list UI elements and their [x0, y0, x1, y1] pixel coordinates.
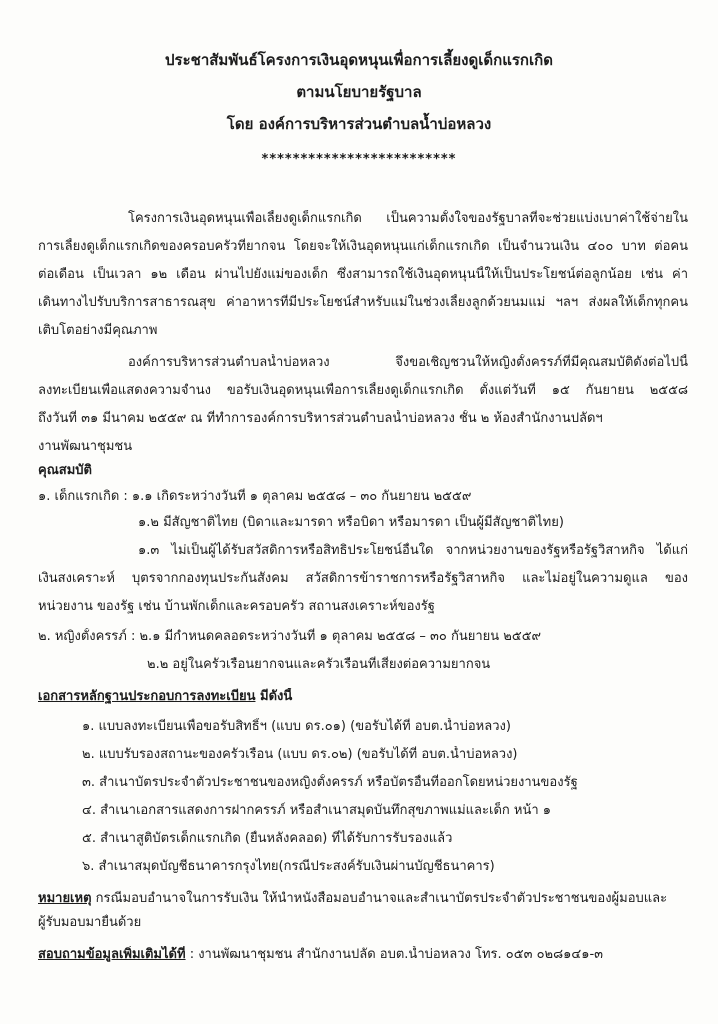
- qualification-line: เงินสงเคราะห์ บุตรจากกองทุนประกันสังคม สวัสดิการข้าราชการหรือรัฐวิสาหกิจ และไม่อยู่ในความดูแล ของ: [38, 571, 688, 586]
- note-label: หมายเหตุ: [38, 891, 92, 906]
- note-line-2: ผู้รับมอบมายื่นด้วย: [38, 915, 142, 930]
- document-item: ๒. แบบรับรองสถานะของครัวเรือน (แบบ ดร.๐๒) (ขอรับได้ที่ อบต.น้ำบ่อหลวง): [82, 747, 518, 762]
- contact-label: สอบถามข้อมูลเพิ่มเติมได้ที่: [38, 947, 186, 962]
- documents-heading: [38, 688, 688, 706]
- intro-line: ต่อเดือน เป็นเวลา ๑๒ เดือน ผ่านไปยังแม่ของเด็ก ซึ่งสามารถใช้เงินอุดหนุนนี้ให้เป็นประโยชน์ต่อลูกน้อย เช่น ค่า: [38, 267, 688, 282]
- document-subtitle: ตามนโยบายรัฐบาล: [296, 83, 422, 101]
- invite-line: ลงทะเบียนเพื่อแสดงความจำนง ขอรับเงินอุดหนุนเพื่อการเลี้ยงดูเด็กแรกเกิด ตั้งแต่วันที่ ๑๕ กันยายน ๒๕๕๘: [38, 383, 688, 398]
- note-line: [38, 890, 688, 908]
- issuing-organization: โดย องค์การบริหารส่วนตำบลน้ำบ่อหลวง: [226, 115, 492, 133]
- document-title: ประชาสัมพันธ์โครงการเงินอุดหนุนเพื่อการเลี้ยงดูเด็กแรกเกิด: [165, 51, 553, 69]
- intro-line: โครงการเงินอุดหนุนเพื่อเลี้ยงดูเด็กแรกเกิด เป็นความตั้งใจของรัฐบาลที่จะช่วยแบ่งเบาค่าใช้จ่ายใน: [128, 211, 688, 226]
- intro-line: เติบโตอย่างมีคุณภาพ: [38, 323, 158, 338]
- qualification-line: ๑.๒ มีสัญชาติไทย (บิดาและมารดา หรือบิดา หรือมารดา เป็นผู้มีสัญชาติไทย): [138, 515, 564, 530]
- document-item: ๖. สำเนาสมุดบัญชีธนาคารกรุงไทย(กรณีประสงค์รับเงินผ่านบัญชีธนาคาร): [82, 859, 495, 874]
- contact-line: [38, 946, 688, 964]
- qualifications-heading: คุณสมบัติ: [38, 463, 92, 478]
- star-divider: *************************: [261, 152, 457, 167]
- intro-line: การเลี้ยงดูเด็กแรกเกิดของครอบครัวที่ยากจน โดยจะให้เงินอุดหนุนแก่เด็กแรกเกิด เป็นจำนวนเงิน ๔๐๐ บาท ต่อคน: [38, 239, 688, 254]
- document-item: ๓. สำเนาบัตรประจำตัวประชาชนของหญิงตั้งครรภ์ หรือบัตรอื่นที่ออกโดยหน่วยงานของรัฐ: [82, 775, 578, 790]
- intro-line: เดินทางไปรับบริการสาธารณสุข ค่าอาหารที่มีประโยชน์สำหรับแม่ในช่วงเลี้ยงลูกด้วยนมแม่ ฯลฯ ส่งผลให้เด็กทุกคน: [38, 295, 688, 310]
- qualification-line: ๑.๓ ไม่เป็นผู้ได้รับสวัสดิการหรือสิทธิประโยชน์อื่นใด จากหน่วยงานของรัฐหรือรัฐวิสาหกิจ ได้แก่: [138, 543, 688, 558]
- qualification-line: ๒. หญิงตั้งครรภ์ : ๒.๑ มีกำหนดคลอดระหว่างวันที่ ๑ ตุลาคม ๒๕๕๘ – ๓๐ กันยายน ๒๕๕๙: [38, 629, 542, 644]
- document-item: ๕. สำเนาสูติบัตรเด็กแรกเกิด (ยื่นหลังคลอด) ที่ได้รับการรับรองแล้ว: [82, 831, 453, 846]
- qualification-line: ๑. เด็กแรกเกิด : ๑.๑ เกิดระหว่างวันที่ ๑ ตุลาคม ๒๕๕๘ – ๓๐ กันยายน ๒๕๕๙: [38, 489, 472, 504]
- note-text: กรณีมอบอำนาจในการรับเงิน ให้นำหนังสือมอบอำนาจและสำเนาบัตรประจำตัวประชาชนของผู้มอบและ: [91, 891, 668, 906]
- invite-line: งานพัฒนาชุมชน: [38, 439, 133, 454]
- qualification-line: ๒.๒ อยู่ในครัวเรือนยากจนและครัวเรือนที่เสี่ยงต่อความยากจน: [147, 657, 491, 672]
- contact-text: : งานพัฒนาชุมชน สำนักงานปลัด อบต.น้ำบ่อหลวง โทร. ๐๕๓ ๐๒๘๑๔๑-๓: [185, 947, 604, 962]
- documents-heading-label: เอกสารหลักฐานประกอบการลงทะเบียน: [38, 689, 256, 704]
- documents-heading-suffix: มีดังนี้: [255, 689, 293, 704]
- document-item: ๔. สำเนาเอกสารแสดงการฝากครรภ์ หรือสำเนาสมุดบันทึกสุขภาพแม่และเด็ก หน้า ๑: [82, 803, 552, 818]
- qualification-line: หน่วยงาน ของรัฐ เช่น บ้านพักเด็กและครอบครัว สถานสงเคราะห์ของรัฐ: [38, 599, 435, 614]
- invite-line: องค์การบริหารส่วนตำบลน้ำบ่อหลวง จึงขอเชิญชวนให้หญิงตั้งครรภ์ที่มีคุณสมบัติดังต่อไปนี้: [128, 355, 688, 370]
- document-item: ๑. แบบลงทะเบียนเพื่อขอรับสิทธิ์ฯ (แบบ ดร.๐๑) (ขอรับได้ที่ อบต.น้ำบ่อหลวง): [82, 719, 511, 734]
- invite-line: ถึงวันที่ ๓๑ มีนาคม ๒๕๕๙ ณ ที่ทำการองค์การบริหารส่วนตำบลน้ำบ่อหลวง ชั้น ๒ ห้องสำนักงานปลัดฯ: [38, 411, 603, 426]
